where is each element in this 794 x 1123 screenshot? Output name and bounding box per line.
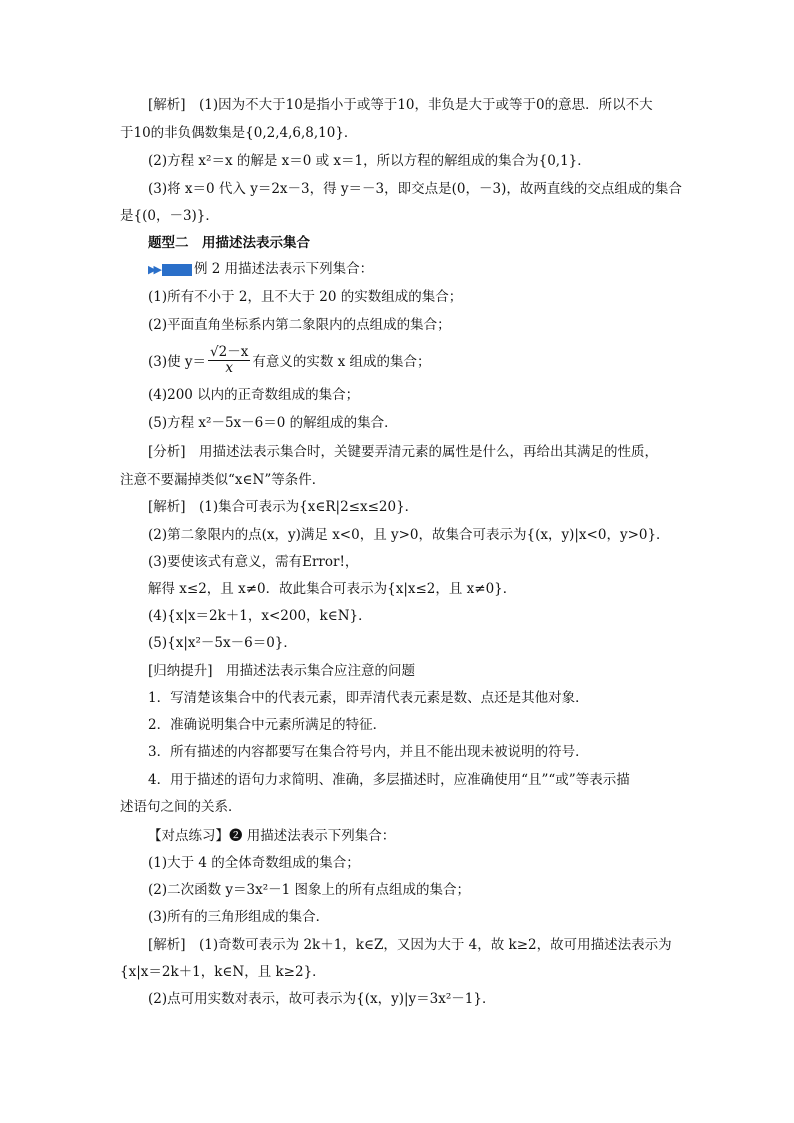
example-item-3: [148, 345, 431, 379]
solution-b-3-cont: 解得 x≤2，且 x≠0．故此集合可表示为{x|x≤2，且 x≠0}．: [148, 581, 517, 597]
summary-point-4: 4．用于描述的语句力求简明、准确，多层描述时，应准确使用“且”“或”等表示描: [148, 772, 630, 788]
example-item-3-prefix: (3)使 y＝: [148, 354, 207, 370]
solution-b-5: (5){x|x²－5x－6＝0}．: [148, 635, 297, 651]
practice-solution-1: [解析] (1)奇数可表示为 2k＋1，k∈Z，又因为大于 4，故 k≥2，故可用描述法表示为: [148, 937, 672, 953]
practice-item-2: (2)二次函数 y＝3x²－1 图象上的所有点组成的集合；: [148, 882, 471, 898]
summary-point-1: 1．写清楚该集合中的代表元素，即弄清代表元素是数、点还是其他对象．: [148, 690, 589, 706]
solution-b-4: (4){x|x＝2k＋1，x<200，k∈N}．: [148, 608, 372, 624]
solution-3-line-2: 是{(0，－3)}．: [120, 208, 219, 224]
practice-heading: 【对点练习】❷ 用描述法表示下列集合：: [148, 828, 396, 844]
analysis-line-1: [分析] 用描述法表示集合时，关键要弄清元素的属性是什么，再给出其满足的性质，: [148, 444, 659, 460]
practice-solution-2: (2)点可用实数对表示，故可表示为{(x，y)|y＝3x²－1}．: [148, 991, 496, 1007]
summary-point-4-cont: 述语句之间的关系．: [120, 799, 242, 815]
solution-b-2: (2)第二象限内的点(x，y)满足 x<0，且 y>0，故集合可表示为{(x，y)|x<0，y>0}．: [148, 527, 670, 543]
solution-1-line-1: [解析] (1)因为不大于10是指小于或等于10，非负是大于或等于0的意思．所以不大: [148, 97, 653, 113]
example-marker-icon: ▶▶: [148, 264, 192, 276]
summary-point-2: 2．准确说明集合中元素所满足的特征．: [148, 717, 387, 733]
example-item-5: (5)方程 x²－5x－6＝0 的解组成的集合．: [148, 415, 398, 431]
solution-b-3: (3)要使该式有意义，需有Error!，: [148, 554, 359, 570]
practice-item-3: (3)所有的三角形组成的集合．: [148, 909, 330, 925]
example-2-heading: [148, 260, 373, 278]
analysis-line-2: 注意不要漏掉类似“x∈N”等条件．: [120, 472, 326, 488]
practice-item-1: (1)大于 4 的全体奇数组成的集合；: [148, 855, 360, 871]
fraction: [208, 345, 250, 376]
fraction-numerator: √2－x: [210, 344, 249, 360]
solution-b-1: [解析] (1)集合可表示为{x∈R|2≤x≤20}．: [148, 499, 419, 515]
example-2-text: 例 2 用描述法表示下列集合：: [194, 261, 374, 277]
solution-2-line: (2)方程 x²＝x 的解是 x＝0 或 x＝1，所以方程的解组成的集合为{0,1}．: [148, 153, 591, 169]
example-item-4: (4)200 以内的正奇数组成的集合；: [148, 387, 360, 403]
summary-heading: [归纳提升] 用描述法表示集合应注意的问题: [148, 663, 416, 679]
solution-1-line-2: 于10的非负偶数集是{0,2,4,6,8,10}．: [120, 125, 358, 141]
example-item-2: (2)平面直角坐标系内第二象限内的点组成的集合；: [148, 317, 451, 333]
fraction-denominator: x: [225, 360, 234, 376]
solution-3-line-1: (3)将 x＝0 代入 y＝2x－3，得 y＝－3，即交点是(0，－3)，故两直线的交点组成的集合: [148, 181, 682, 197]
practice-solution-1-cont: {x|x＝2k＋1，k∈N，且 k≥2}．: [120, 964, 326, 980]
summary-point-3: 3．所有描述的内容都要写在集合符号内，并且不能出现未被说明的符号．: [148, 744, 589, 760]
example-item-3-suffix: 有意义的实数 x 组成的集合；: [252, 354, 431, 370]
section-heading: 题型二 用描述法表示集合: [148, 235, 310, 251]
example-item-1: (1)所有不小于 2，且不大于 20 的实数组成的集合；: [148, 289, 463, 305]
